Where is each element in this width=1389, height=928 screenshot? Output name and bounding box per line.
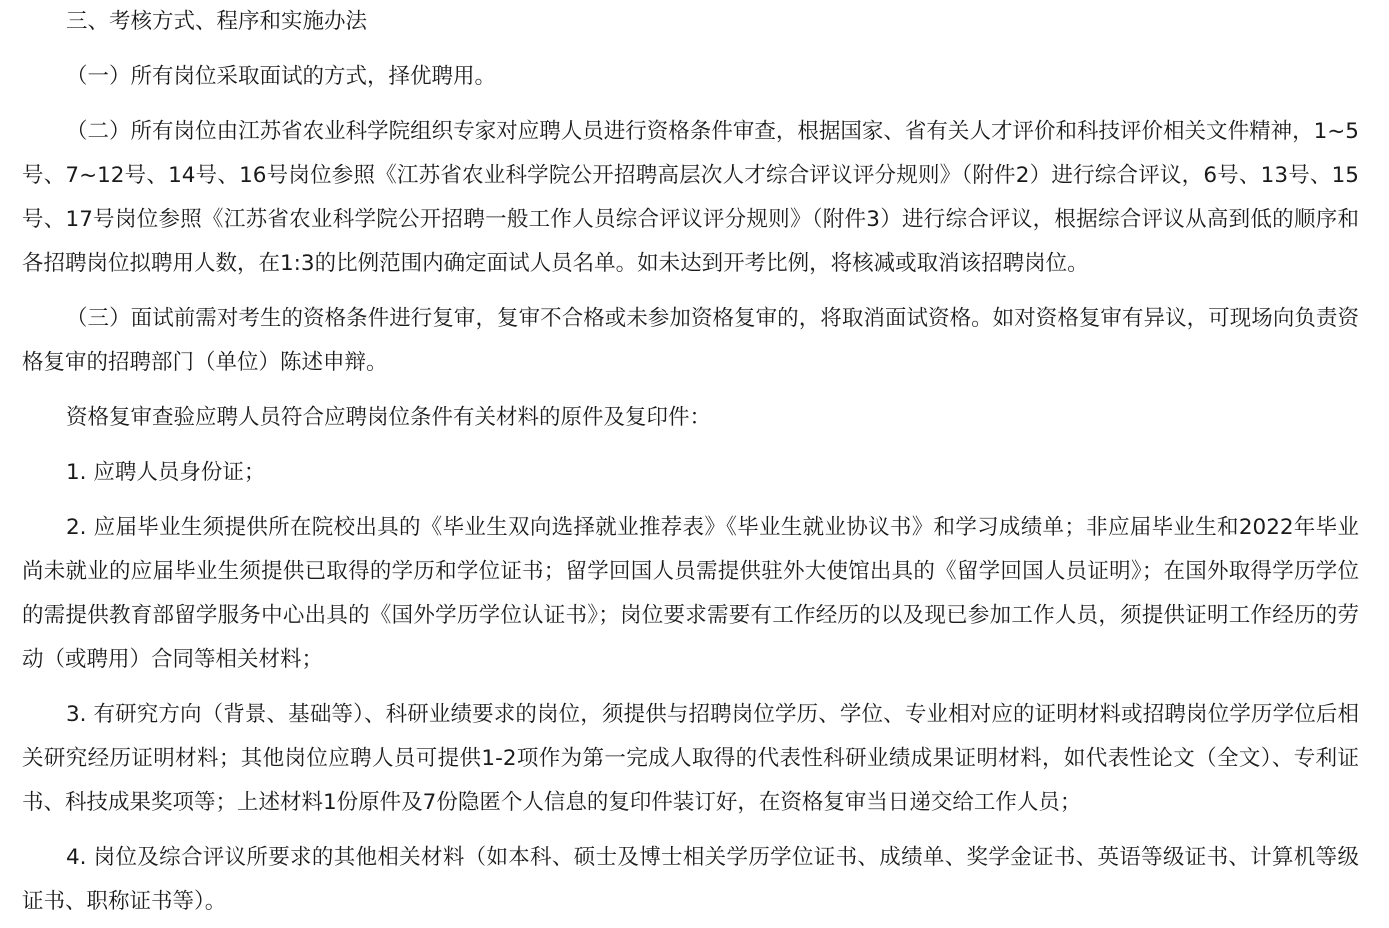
paragraph-interview-method: （一）所有岗位采取面试的方式，择优聘用。 xyxy=(66,64,497,89)
list-item-research-materials: 3. 有研究方向（背景、基础等）、科研业绩要求的岗位，须提供与招聘岗位学历、学位、专业相对应的证明材料或招聘岗位学历学位后相关研究经历证明材料；其他岗位应聘人员可提供1-2项作为第一完成人取得的代表性科研业绩成果证明材料，如代表性论文（全文）、专利证书、科技成果奖项等；上述材料1份原件及7份隐匿个人信息的复印件装订好，在资格复审当日递交给工作人员； xyxy=(22,702,1359,815)
paragraph-materials-intro: 资格复审查验应聘人员符合应聘岗位条件有关材料的原件及复印件： xyxy=(66,405,712,430)
paragraph-qualification-review: （二）所有岗位由江苏省农业科学院组织专家对应聘人员进行资格条件审查，根据国家、省有关人才评价和科技评价相关文件精神，1~5号、7~12号、14号、16号岗位参照《江苏省农业科学院公开招聘高层次人才综合评议评分规则》（附件2）进行综合评议，6号、13号、15号、17号岗位参照《江苏省农业科学院公开招聘一般工作人员综合评议评分规则》（附件3）进行综合评议，根据综合评议从高到低的顺序和各招聘岗位拟聘用人数，在1:3的比例范围内确定面试人员名单。如未达到开考比例，将核减或取消该招聘岗位。 xyxy=(22,119,1359,276)
section-heading: 三、考核方式、程序和实施办法 xyxy=(66,9,368,34)
list-item-other-materials: 4. 岗位及综合评议所要求的其他相关材料（如本科、硕士及博士相关学历学位证书、成绩单、奖学金证书、英语等级证书、计算机等级证书、职称证书等）。 xyxy=(22,845,1359,914)
list-item-id-card: 1. 应聘人员身份证； xyxy=(66,460,266,485)
paragraph-pre-interview-review: （三）面试前需对考生的资格条件进行复审，复审不合格或未参加资格复审的，将取消面试资格。如对资格复审有异议，可现场向负责资格复审的招聘部门（单位）陈述申辩。 xyxy=(22,306,1359,375)
list-item-graduate-documents: 2. 应届毕业生须提供所在院校出具的《毕业生双向选择就业推荐表》《毕业生就业协议书》和学习成绩单；非应届毕业生和2022年毕业尚未就业的应届毕业生须提供已取得的学历和学位证书；留学回国人员需提供驻外大使馆出具的《留学回国人员证明》；在国外取得学历学位的需提供教育部留学服务中心出具的《国外学历学位认证书》；岗位要求需要有工作经历的以及现已参加工作人员，须提供证明工作经历的劳动（或聘用）合同等相关材料； xyxy=(22,515,1359,672)
